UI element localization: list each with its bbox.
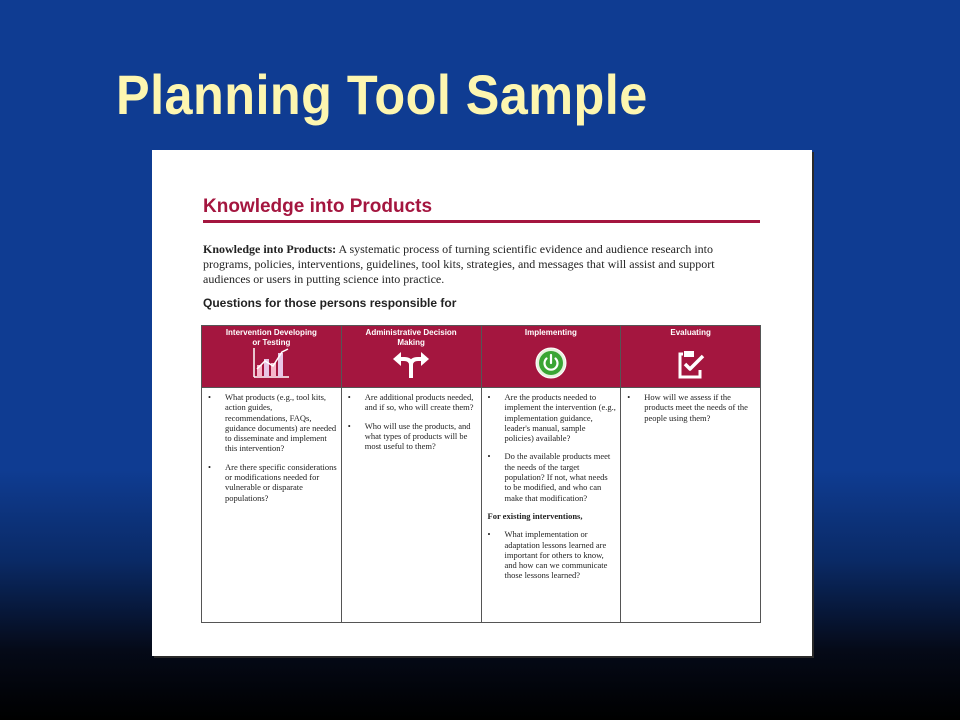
definition-text: A systematic process of turning scientific evidence and audience research into programs, policies, interventions, guidelines, tool kits, strategies, and messages that will assist and support audiences or users in putting science into practice. bbox=[203, 242, 715, 286]
column-header bbox=[482, 326, 621, 388]
clipboard-check-icon bbox=[676, 349, 706, 382]
column-header bbox=[342, 326, 481, 388]
question-item: • Are the products needed to implement the intervention (e.g., implementation guidance, leader's manual, sample policies) available? bbox=[488, 392, 617, 443]
definition-paragraph bbox=[203, 242, 763, 287]
questions-heading: Questions for those persons responsible for bbox=[203, 296, 457, 310]
column-header bbox=[202, 326, 341, 388]
column-body bbox=[482, 388, 621, 622]
column-title: Implementing bbox=[524, 328, 577, 337]
column-decision-making bbox=[341, 326, 481, 622]
heading-rule bbox=[203, 220, 760, 223]
question-item: • How will we assess if the products meet the needs of the people using them? bbox=[627, 392, 756, 423]
column-body bbox=[342, 388, 481, 622]
column-title: Intervention Developing or Testing bbox=[225, 328, 317, 347]
question-item: • Who will use the products, and what types of products will be most useful to them? bbox=[348, 421, 477, 452]
column-implementing bbox=[481, 326, 621, 622]
column-evaluating bbox=[620, 326, 760, 622]
question-item: • Are additional products needed, and if so, who will create them? bbox=[348, 392, 477, 413]
responsibility-table bbox=[201, 325, 761, 623]
slide-title: Planning Tool Sample bbox=[116, 63, 648, 126]
question-item: • Are there specific considerations or modifications needed for vulnerable or disparate populations? bbox=[208, 462, 337, 503]
column-body bbox=[621, 388, 760, 622]
existing-interventions-subheading: For existing interventions, bbox=[487, 510, 583, 521]
question-item: • What implementation or adaptation lessons learned are important for others to know, and how can we communicate those lessons learned? bbox=[488, 529, 617, 580]
document-page bbox=[152, 150, 812, 656]
question-item: • Do the available products meet the needs of the target population? If not, what needs to be modified, and who can make that modification? bbox=[488, 451, 617, 502]
power-icon bbox=[535, 347, 567, 382]
column-body bbox=[202, 388, 341, 622]
definition-term: Knowledge into Products: bbox=[203, 242, 337, 256]
column-title: Administrative Decision Making bbox=[365, 328, 457, 347]
document-heading: Knowledge into Products bbox=[203, 196, 433, 217]
bar-chart-icon bbox=[251, 347, 291, 382]
column-developing bbox=[202, 326, 341, 622]
split-arrow-icon bbox=[391, 349, 431, 382]
column-header bbox=[621, 326, 760, 388]
question-item: • What products (e.g., tool kits, action guides, recommendations, FAQs, guidance documents) are needed to disseminate and implement this intervention? bbox=[208, 392, 337, 454]
column-title: Evaluating bbox=[670, 328, 711, 337]
